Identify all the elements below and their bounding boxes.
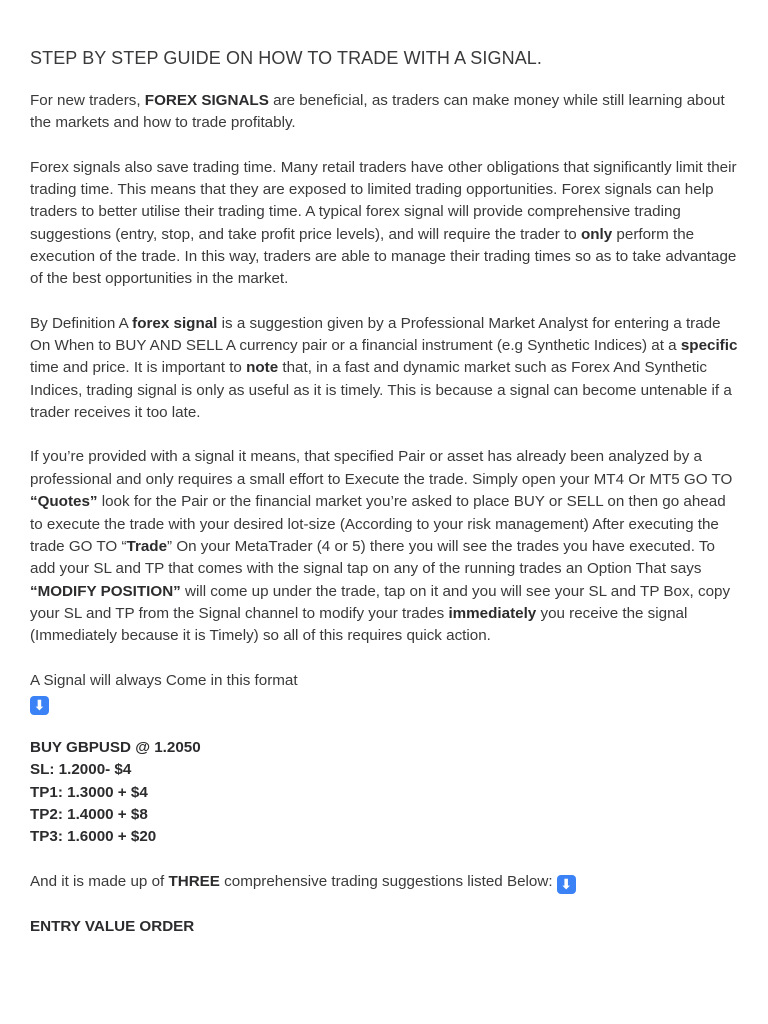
down-arrow-icon: ⬇ — [30, 696, 49, 715]
bold-term: Trade — [126, 537, 168, 555]
bold-term: only — [580, 225, 613, 243]
bold-term: FOREX SIGNALS — [144, 92, 269, 109]
signal-line: TP3: 1.6000 + $20 — [30, 828, 157, 846]
signal-line: TP1: 1.3000 + $4 — [30, 783, 148, 801]
paragraph-intro: For new traders, FOREX SIGNALS are beneficial, as traders can make money while still learning about the markets and how to trade profitably. — [30, 92, 725, 132]
bold-term: forex signal — [132, 314, 218, 332]
paragraph-format-intro: A Signal will always Come in this format ⬇ — [30, 671, 298, 713]
signal-line: TP2: 1.4000 + $8 — [30, 805, 148, 823]
article-title: STEP BY STEP GUIDE ON HOW TO TRADE WITH A SIGNAL. — [30, 48, 543, 68]
signal-line: SL: 1.2000- $4 — [30, 761, 132, 779]
bold-term: “Quotes” — [30, 493, 98, 511]
bold-term: immediately — [448, 604, 537, 622]
signal-example — [30, 737, 738, 849]
paragraph-save-time: Forex signals also save trading time. Many retail traders have other obligations that significantly limit their trading time. This means that they are exposed to limited trading opportunities. Forex signals can help traders to better utilise their trading time. A typical forex signal will provide comprehensive trading suggestions (entry, stop, and take profit price levels), and will require the trader to only perform the execution of the trade. In this way, traders are able to manage their trading times so as to take advantage of the best opportunities in the market. — [30, 158, 737, 288]
paragraph-definition: By Definition A forex signal is a suggestion given by a Professional Market Analyst for entering a trade On When to BUY AND SELL A currency pair or a financial instrument (e.g Synthetic Indices) at a specific time and price. It is important to note that, in a fast and dynamic market such as Forex And Synthetic Indices, trading signal is only as useful as it is timely. This is because a signal can become untenable if a trader receives it too late. — [30, 314, 738, 422]
bold-term: THREE — [168, 872, 220, 890]
down-arrow-icon: ⬇ — [557, 875, 576, 894]
paragraph-instructions: If you’re provided with a signal it means, that specified Pair or asset has already been analyzed by a professional and only requires a small effort to Execute the trade. Simply open your MT4 Or MT5 GO TO “Quotes” look for the Pair or the financial market you’re asked to place BUY or SELL on then go ahead to execute the trade with your desired lot-size (According to your risk management) After executing the trade GO TO “Trade” On your MetaTrader (4 or 5) there you will see the trades you have executed. To add your SL and TP that comes with the signal tap on any of the running trades an Option That says “MODIFY POSITION” will come up under the trade, tap on it and you will see your SL and TP Box, copy your SL and TP from the Signal channel to modify your trades immediately you receive the signal (Immediately because it is Timely) so all of this requires quick action. — [30, 448, 733, 645]
bold-term: specific — [680, 337, 738, 355]
bold-term: note — [246, 359, 279, 377]
entry-heading: ENTRY VALUE ORDER — [30, 917, 195, 935]
bold-term: “MODIFY POSITION” — [30, 582, 181, 600]
paragraph-suggestions-intro: And it is made up of THREE comprehensive trading suggestions listed Below: ⬇ — [30, 871, 738, 894]
signal-line: BUY GBPUSD @ 1.2050 — [30, 738, 201, 756]
